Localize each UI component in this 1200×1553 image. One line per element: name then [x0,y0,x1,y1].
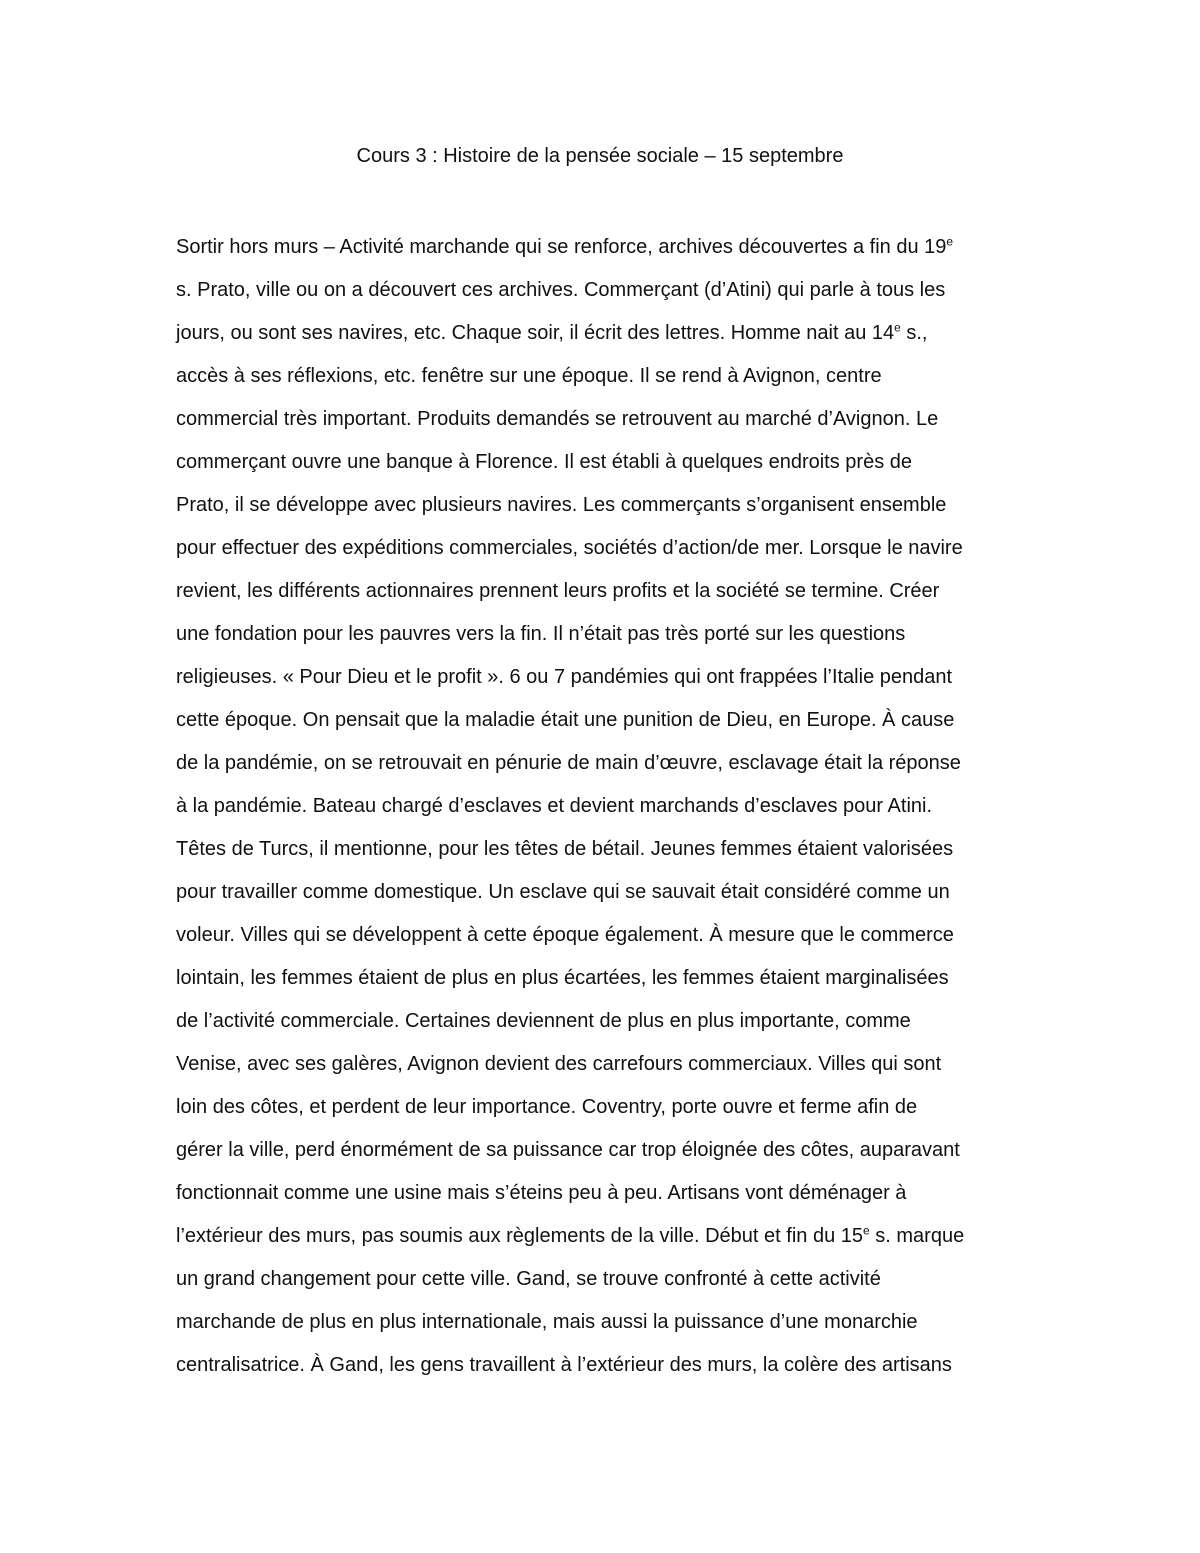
text-line [176,398,1036,441]
text-line [176,1301,1036,1344]
text-line [176,1043,1036,1086]
text-line [176,1215,1036,1258]
text-line-tail: s., [900,322,928,344]
superscript-ordinal: e [863,1223,870,1238]
text-line [176,484,1036,527]
text-line [176,656,1036,699]
text-line-content: s. Prato, ville ou on a découvert ces archives. Commerçant (d’Atini) qui parle à tous les [176,279,946,301]
text-line-content: gérer la ville, perd énormément de sa puissance car trop éloignée des côtes, auparavant [176,1139,960,1161]
text-line [176,269,1036,312]
text-line-content: revient, les différents actionnaires prennent leurs profits et la société se termine. Créer [176,580,940,602]
text-line [176,914,1036,957]
text-line-content: de la pandémie, on se retrouvait en pénurie de main d’œuvre, esclavage était la réponse [176,752,961,774]
text-line [176,1129,1036,1172]
text-line-content: Têtes de Turcs, il mentionne, pour les têtes de bétail. Jeunes femmes étaient valorisées [176,838,954,860]
text-line-content: pour effectuer des expéditions commerciales, sociétés d’action/de mer. Lorsque le navire [176,537,963,559]
text-line-content: fonctionnait comme une usine mais s’éteins peu à peu. Artisans vont déménager à [176,1182,907,1204]
text-line [176,871,1036,914]
text-line-content: Venise, avec ses galères, Avignon devient des carrefours commerciaux. Villes qui sont [176,1053,942,1075]
text-line [176,1344,1036,1387]
text-line [176,570,1036,613]
text-line [176,742,1036,785]
text-line [176,828,1036,871]
text-line-content: de l’activité commerciale. Certaines deviennent de plus en plus importante, comme [176,1010,911,1032]
text-line-content: marchande de plus en plus internationale, mais aussi la puissance d’une monarchie [176,1311,918,1333]
text-line [176,1000,1036,1043]
text-line [176,441,1036,484]
text-line [176,1258,1036,1301]
text-line-content: commercial très important. Produits demandés se retrouvent au marché d’Avignon. Le [176,408,939,430]
text-line-tail: s. marque [869,1225,965,1247]
text-line-content: jours, ou sont ses navires, etc. Chaque soir, il écrit des lettres. Homme nait au 14 [176,322,895,344]
superscript-ordinal: e [894,320,901,335]
text-line-content: Sortir hors murs – Activité marchande qui se renforce, archives découvertes a fin du 19 [176,236,947,258]
text-line [176,699,1036,742]
text-line-content: une fondation pour les pauvres vers la fin. Il n’était pas très porté sur les questions [176,623,906,645]
text-line-content: accès à ses réflexions, etc. fenêtre sur une époque. Il se rend à Avignon, centre [176,365,882,387]
text-line-content: loin des côtes, et perdent de leur importance. Coventry, porte ouvre et ferme afin de [176,1096,918,1118]
text-line [176,957,1036,1000]
text-line-content: l’extérieur des murs, pas soumis aux règlements de la ville. Début et fin du 15 [176,1225,864,1247]
text-line-content: Prato, il se développe avec plusieurs navires. Les commerçants s’organisent ensemble [176,494,947,516]
text-line [176,613,1036,656]
text-line-content: commerçant ouvre une banque à Florence. Il est établi à quelques endroits près de [176,451,912,473]
superscript-ordinal: e [946,234,954,249]
text-line-content: voleur. Villes qui se développent à cette époque également. À mesure que le commerce [176,924,954,946]
text-line [176,355,1036,398]
text-line [176,527,1036,570]
text-line-content: cette époque. On pensait que la maladie était une punition de Dieu, en Europe. À cause [176,709,955,731]
text-line-content: pour travailler comme domestique. Un esclave qui se sauvait était considéré comme un [176,881,950,903]
text-line-content: lointain, les femmes étaient de plus en plus écartées, les femmes étaient marginalisées [176,967,949,989]
text-line-content: religieuses. « Pour Dieu et le profit ». 6 ou 7 pandémies qui ont frappées l’Italie pendant [176,666,953,688]
text-line-content: à la pandémie. Bateau chargé d’esclaves et devient marchands d’esclaves pour Atini. [176,795,933,817]
text-line-content: un grand changement pour cette ville. Gand, se trouve confronté à cette activité [176,1268,881,1290]
text-line [176,226,1036,269]
document-title: Cours 3 : Histoire de la pensée sociale – 15 septembre [356,145,844,167]
text-line [176,1086,1036,1129]
text-line [176,1172,1036,1215]
text-line-content: centralisatrice. À Gand, les gens travaillent à l’extérieur des murs, la colère des artisans [176,1354,952,1376]
text-line [176,785,1036,828]
document-body [176,226,1036,1387]
text-line [176,312,1036,355]
